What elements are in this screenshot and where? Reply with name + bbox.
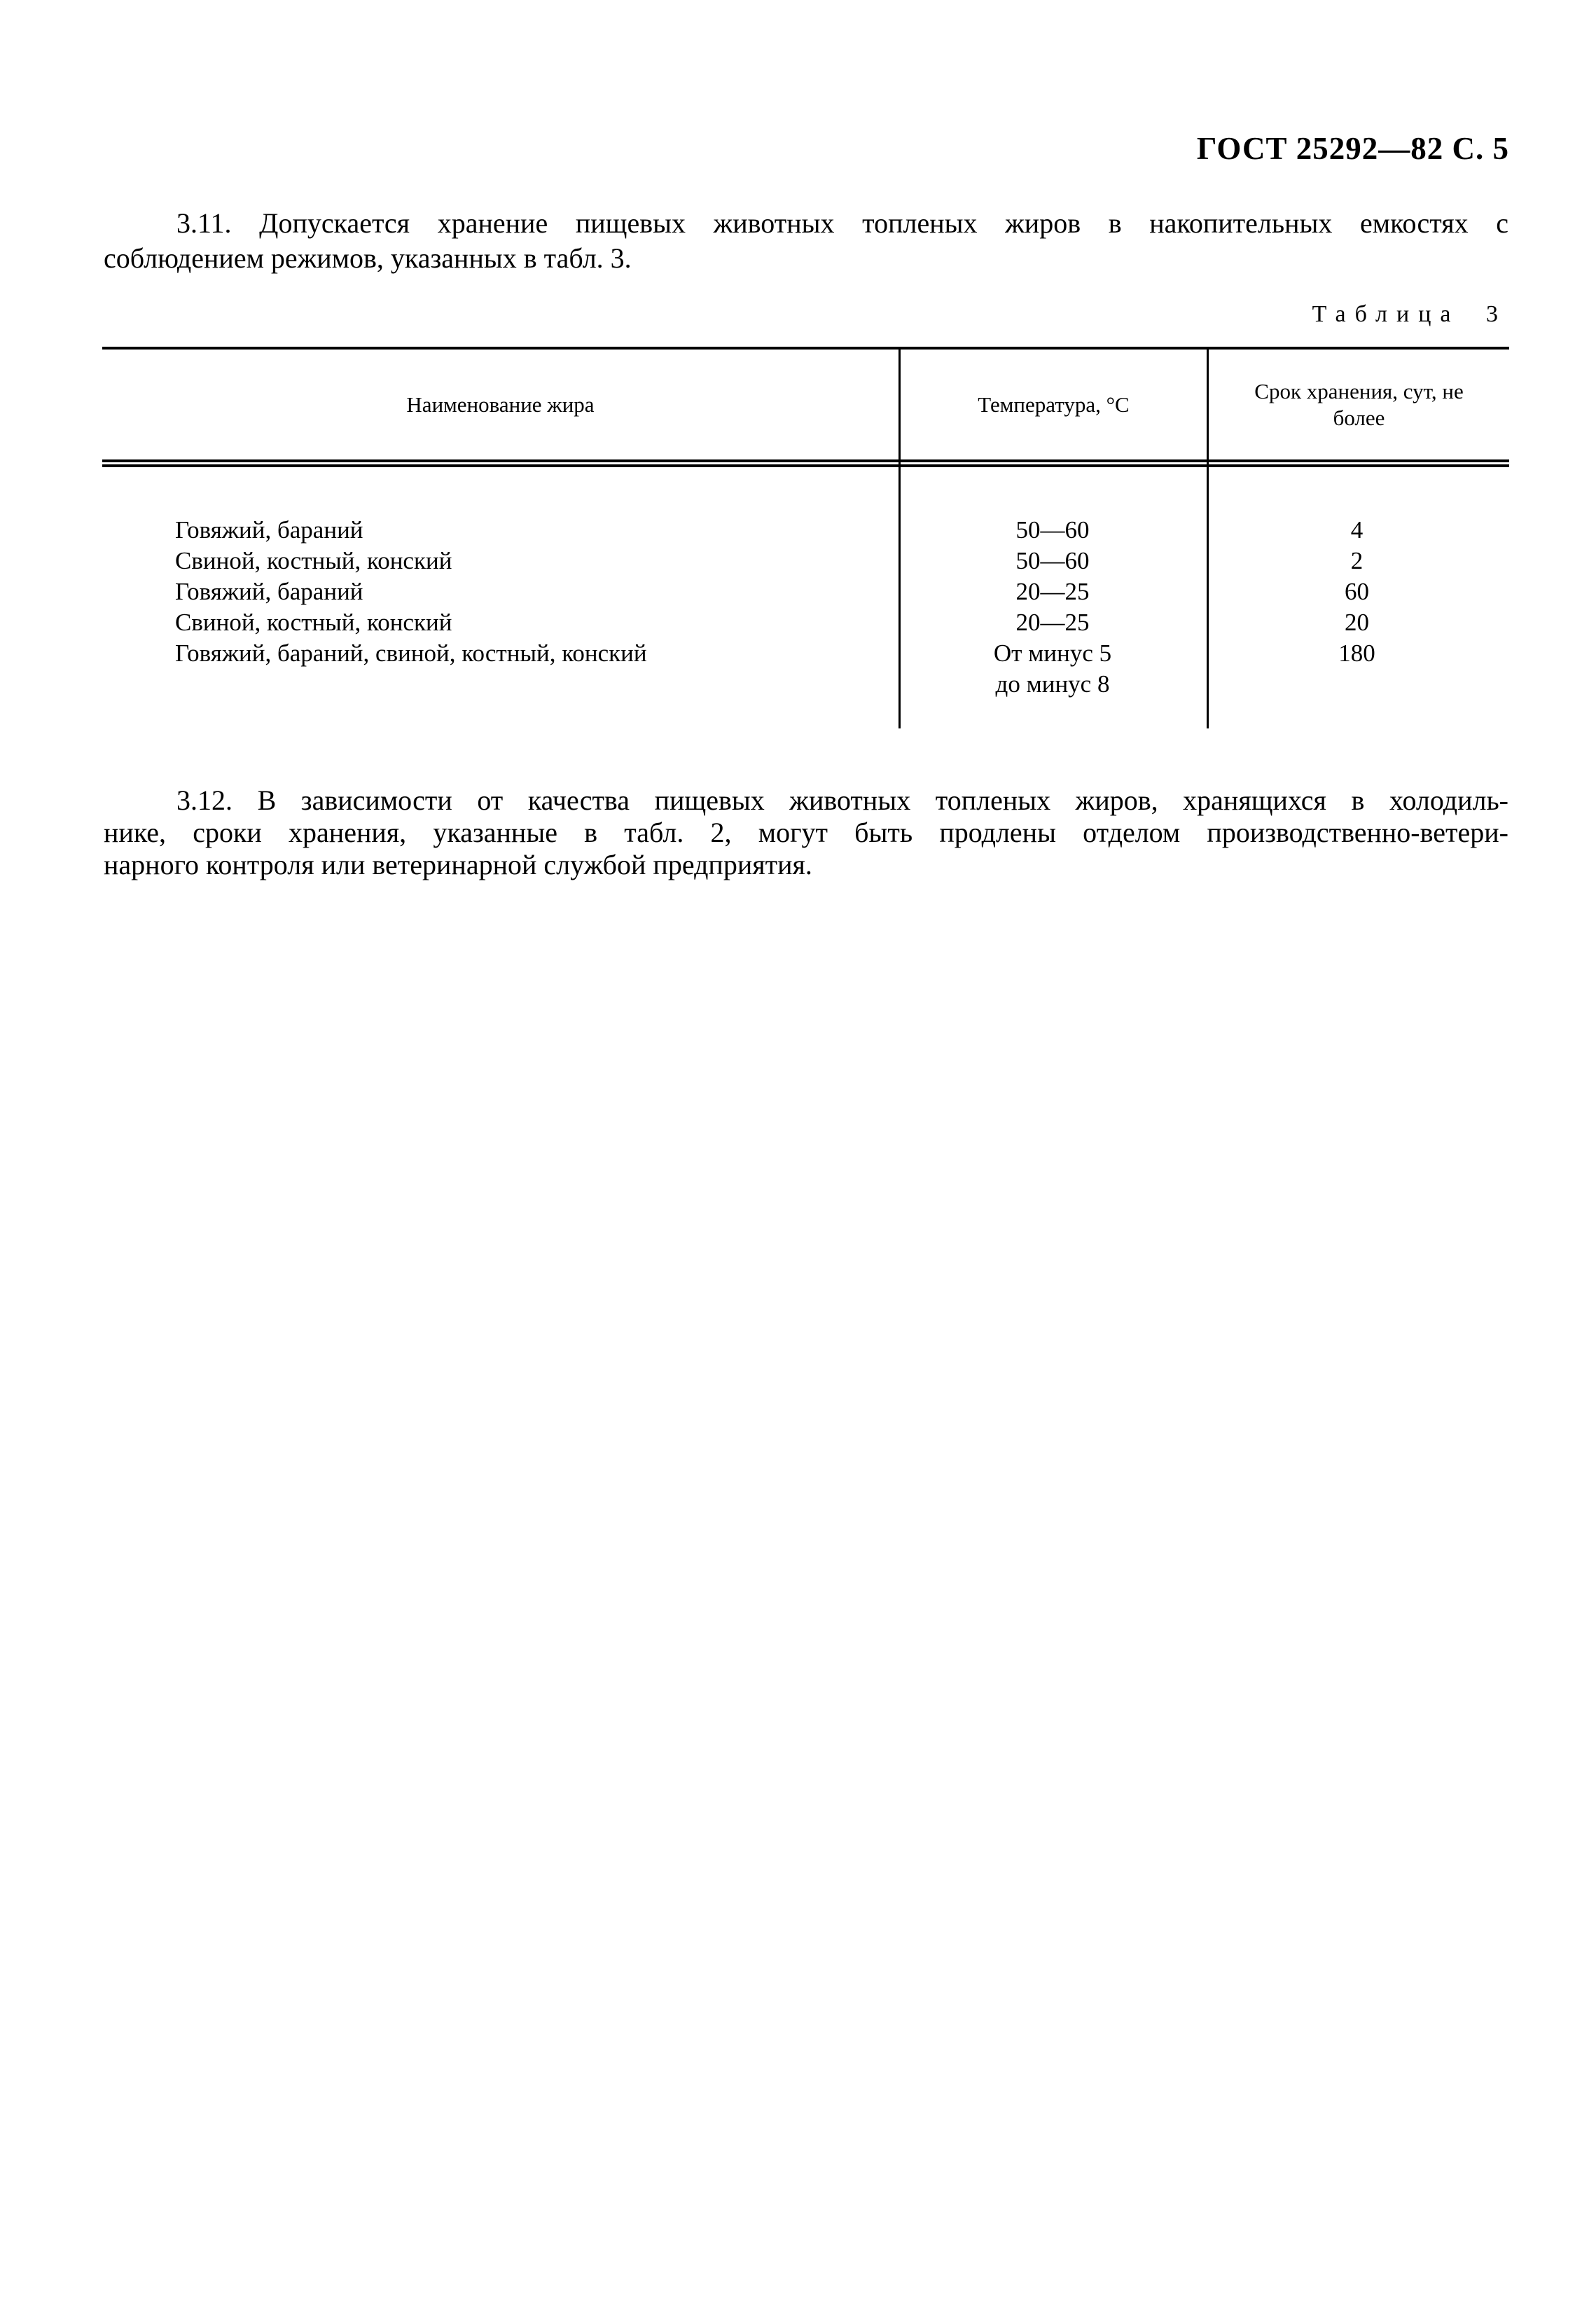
table-row	[102, 607, 1509, 638]
table-header-separator	[102, 459, 1509, 467]
fat-name-cell: Говяжий, бараний	[175, 516, 363, 544]
storage-term-cell: 20	[1345, 609, 1369, 636]
paragraph-3-11	[104, 206, 1508, 276]
fat-name-cell: Говяжий, бараний, свиной, костный, конский	[175, 639, 647, 667]
column-header-fat-name	[102, 350, 898, 459]
table-row	[102, 515, 1509, 546]
paragraph-3-12	[104, 784, 1508, 881]
table-row	[102, 546, 1509, 576]
temperature-cell: 50—60	[1015, 547, 1090, 574]
temperature-cell	[898, 638, 1207, 700]
storage-term-cell: 4	[1350, 516, 1364, 544]
column-header-storage-term-line-2: более	[1333, 405, 1385, 430]
column-header-temperature	[901, 350, 1207, 459]
paragraph-3-11-line-1: 3.11. Допускается хранение пищевых животных топленых жиров в накопительных емкостях с	[176, 207, 1508, 239]
table-body	[102, 515, 1509, 700]
column-header-fat-name-text: Наименование жира	[406, 392, 595, 417]
fat-name-cell: Свиной, костный, конский	[175, 547, 452, 574]
table-3	[102, 347, 1509, 728]
storage-term-cell: 60	[1345, 578, 1369, 605]
page-header: ГОСТ 25292—82 С. 5	[1196, 131, 1509, 166]
temperature-cell: 20—25	[1015, 578, 1090, 605]
table-row	[102, 576, 1509, 607]
temperature-cell: 20—25	[1015, 609, 1090, 636]
paragraph-3-12-line-1: 3.12. В зависимости от качества пищевых животных топленых жиров, хранящихся в холодиль-	[176, 784, 1508, 816]
paragraph-3-12-line-2: нике, сроки хранения, указанные в табл. 2, могут быть продлены отделом производственно-ветери-	[104, 817, 1508, 848]
temperature-cell: 50—60	[1015, 516, 1090, 544]
fat-name-cell: Говяжий, бараний	[175, 578, 363, 605]
column-header-storage-term	[1209, 350, 1509, 459]
table-row	[102, 638, 1509, 700]
storage-term-cell: 180	[1338, 639, 1375, 667]
column-header-temperature-text: Температура, °С	[978, 392, 1130, 417]
temperature-range-line-2: до минус 8	[995, 670, 1110, 698]
paragraph-3-12-line-3: нарного контроля или ветеринарной службой предприятия.	[104, 849, 812, 880]
fat-name-cell: Свиной, костный, конский	[175, 609, 452, 636]
paragraph-3-11-line-2: соблюдением режимов, указанных в табл. 3.	[104, 242, 632, 274]
column-header-storage-term-line-1: Срок хранения, сут, не	[1254, 378, 1464, 403]
storage-term-cell: 2	[1350, 547, 1364, 574]
temperature-range-line-1: От минус 5	[993, 639, 1112, 667]
table-3-label: Таблица 3	[1312, 301, 1507, 327]
